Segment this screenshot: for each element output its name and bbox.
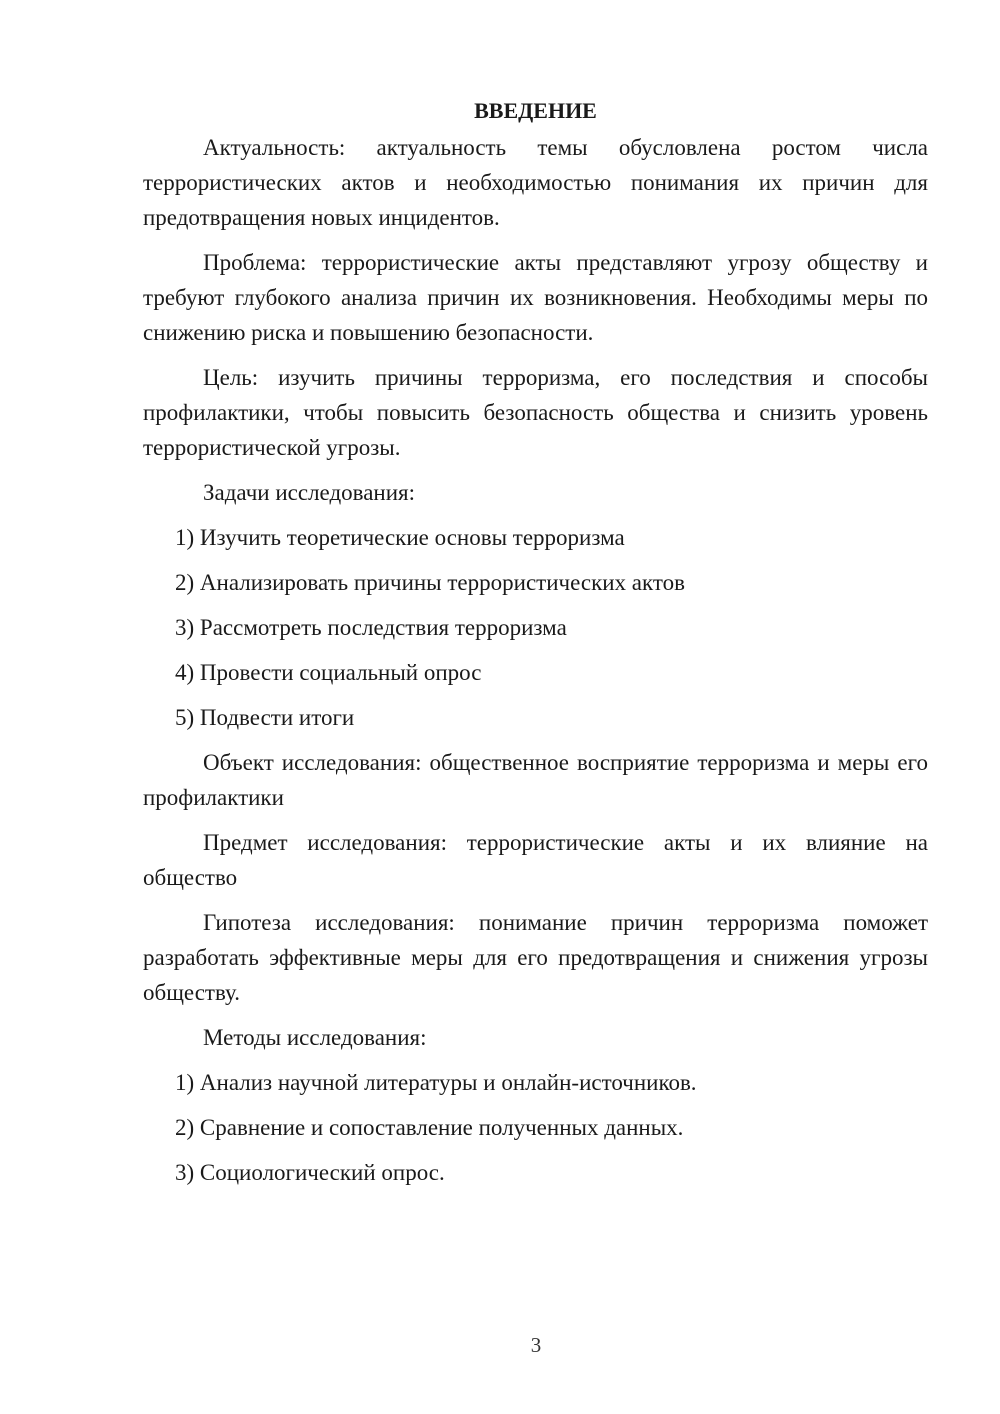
subject-paragraph: Предмет исследования: террористические акты и их влияние на общество [143, 830, 928, 890]
methods-label: Методы исследования: [203, 1025, 427, 1050]
list-item: 2) Анализировать причины террористических актов [175, 570, 685, 595]
tasks-list [143, 520, 928, 735]
goal-paragraph: Цель: изучить причины терроризма, его последствия и способы профилактики, чтобы повысить безопасность общества и снизить уровень террористической угрозы. [143, 365, 928, 460]
page-title: ВВЕДЕНИЕ [474, 98, 597, 123]
list-item: 1) Анализ научной литературы и онлайн-источников. [175, 1070, 697, 1095]
list-item: 1) Изучить теоретические основы терроризма [175, 525, 625, 550]
methods-list [143, 1065, 928, 1190]
hypothesis-paragraph: Гипотеза исследования: понимание причин терроризма поможет разработать эффективные меры для его предотвращения и снижения угрозы обществу. [143, 910, 928, 1005]
list-item: 4) Провести социальный опрос [175, 660, 482, 685]
list-item: 3) Социологический опрос. [175, 1160, 445, 1185]
list-item: 2) Сравнение и сопоставление полученных данных. [175, 1115, 684, 1140]
problem-paragraph: Проблема: террористические акты представляют угрозу обществу и требуют глубокого анализа причин их возникновения. Необходимы меры по снижению риска и повышению безопасности. [143, 250, 928, 345]
tasks-label: Задачи исследования: [203, 480, 416, 505]
list-item: 3) Рассмотреть последствия терроризма [175, 615, 567, 640]
object-paragraph: Объект исследования: общественное восприятие терроризма и меры его профилактики [143, 750, 928, 810]
list-item: 5) Подвести итоги [175, 705, 355, 730]
page-number: 3 [530, 1333, 542, 1357]
document-body [143, 93, 928, 1200]
relevance-paragraph: Актуальность: актуальность темы обусловлена ростом числа террористических актов и необходимостью понимания их причин для предотвращения новых инцидентов. [143, 135, 928, 230]
